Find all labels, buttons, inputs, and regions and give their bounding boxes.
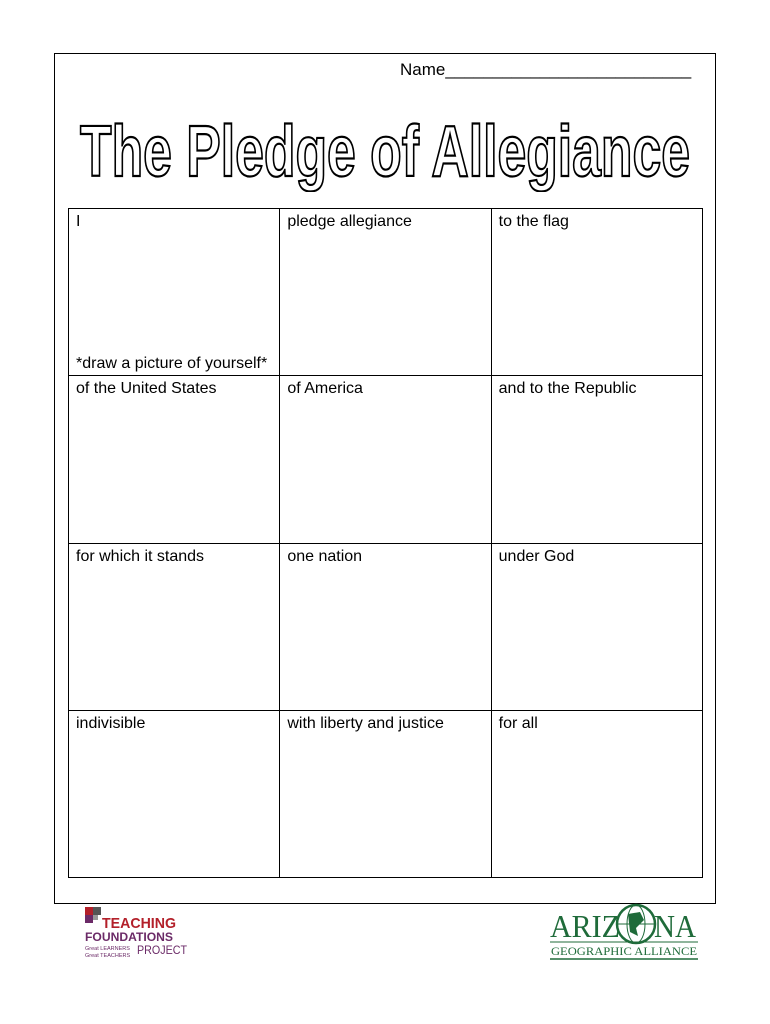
grid-cell (69, 710, 280, 877)
cell-text: of the United States (76, 380, 217, 398)
arizona-geographic-alliance-logo (548, 902, 700, 964)
svg-text:TEACHING: TEACHING (102, 915, 176, 932)
cell-text: with liberty and justice (287, 714, 444, 732)
cell-text: for all (498, 714, 538, 732)
cell-text: pledge allegiance (287, 213, 412, 230)
cell-text: of America (287, 380, 363, 398)
cell-text: and to the Republic (498, 380, 637, 398)
cell-text: I (76, 213, 81, 230)
svg-text:Great TEACHERS: Great TEACHERS (85, 953, 131, 959)
cell-text: for which it stands (76, 547, 205, 565)
grid-cell (280, 209, 491, 376)
svg-text:PROJECT: PROJECT (137, 945, 187, 957)
table-row (69, 710, 703, 877)
grid-cell (69, 209, 280, 376)
page-title (60, 112, 710, 192)
grid-cell (69, 543, 280, 710)
draw-instruction: *draw a picture of yourself* (76, 355, 268, 373)
cell-text: under God (498, 547, 575, 565)
globe-icon (617, 905, 655, 943)
cell-text: indivisible (76, 714, 146, 732)
cell-text: one nation (287, 547, 363, 565)
page-title-text: The Pledge of Allegiance (80, 112, 690, 192)
table-row (69, 376, 703, 543)
table-row (69, 209, 703, 376)
grid-cell (69, 376, 280, 543)
svg-text:Great LEARNERS: Great LEARNERS (85, 946, 130, 952)
grid-cell (491, 376, 702, 543)
grid-cell (280, 543, 491, 710)
table-row (69, 543, 703, 710)
svg-text:ARIZ: ARIZ (550, 908, 620, 944)
grid-cell (491, 710, 702, 877)
cell-text: to the flag (498, 213, 569, 230)
svg-text:GEOGRAPHIC ALLIANCE: GEOGRAPHIC ALLIANCE (551, 944, 697, 958)
grid-cell (280, 710, 491, 877)
svg-text:NA: NA (654, 908, 696, 944)
grid-cell (491, 209, 702, 376)
pledge-grid (68, 208, 703, 878)
grid-cell (491, 543, 702, 710)
teaching-foundations-logo (82, 907, 194, 963)
grid-cell (280, 376, 491, 543)
svg-text:FOUNDATIONS: FOUNDATIONS (85, 932, 174, 944)
logo-square-icon (85, 907, 93, 915)
name-field-label: Name__________________________ (400, 60, 692, 79)
